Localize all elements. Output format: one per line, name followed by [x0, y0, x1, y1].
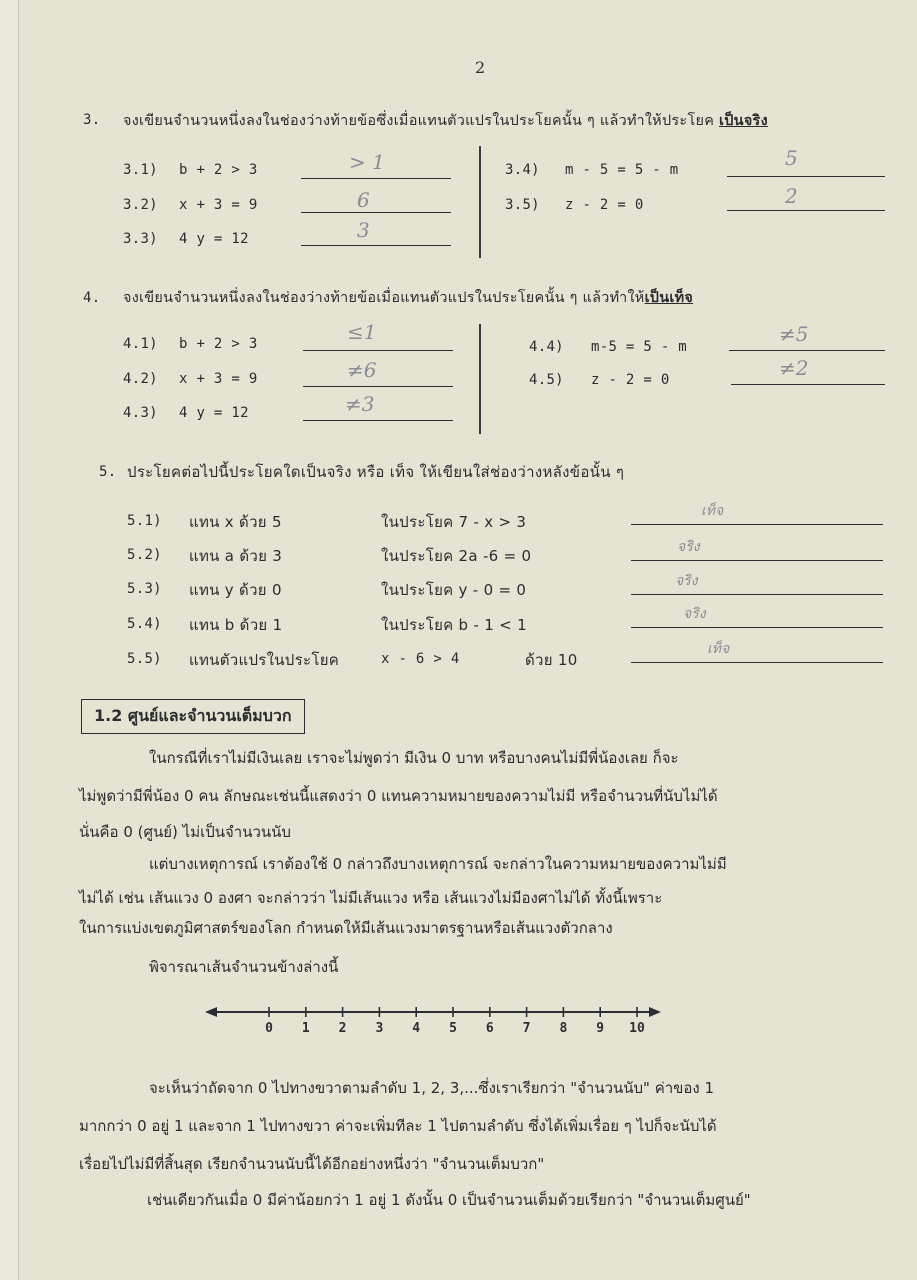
answer-line	[303, 420, 453, 421]
number-line-right-arrow	[649, 1007, 661, 1017]
answer-line	[301, 178, 451, 179]
q5-instruction: ประโยคต่อไปนี้ประโยคใดเป็นจริง หรือ เท็จ ให้เขียนใส่ช่องว่างหลังข้อนั้น ๆ	[127, 463, 625, 481]
handwritten-answer: 2	[785, 184, 798, 208]
q3-divider	[479, 146, 481, 258]
number-line-tick-label: 7	[522, 1021, 531, 1036]
q3-item-label: 3.3)	[123, 231, 158, 247]
paragraph-3: พิจารณาเส้นจำนวนข้างล่างนี้	[149, 958, 339, 976]
answer-line	[631, 662, 883, 663]
handwritten-answer: ≠3	[345, 392, 375, 416]
paragraph-4-line-3: เรื่อยไปไม่มีที่สิ้นสุด เรียกจำนวนนับนี้ได้อีกอย่างหนึ่งว่า "จำนวนเต็มบวก"	[79, 1155, 545, 1173]
q3-item-expr: b + 2 > 3	[179, 162, 258, 178]
number-line-left-arrow	[205, 1007, 217, 1017]
answer-line	[303, 386, 453, 387]
number-line-tick-label: 0	[265, 1021, 273, 1036]
page-number: 2	[475, 58, 486, 77]
number-line-tick-label: 8	[559, 1021, 568, 1036]
q4-emphasis: เป็นเท็จ	[644, 290, 694, 306]
answer-line	[631, 594, 883, 595]
q5-item-sentence: ในประโยค 2a -6 = 0	[381, 547, 532, 565]
handwritten-answer: > 1	[349, 150, 385, 174]
q4-item-label: 4.3)	[123, 405, 158, 421]
paragraph-4-line-2: มากกว่า 0 อยู่ 1 และจาก 1 ไปทางขวา ค่าจะเพิ่มทีละ 1 ไปตามลำดับ ซึ่งได้เพิ่มเรื่อย ๆ ไปก็จะนับได้	[79, 1117, 717, 1135]
paragraph-4-line-1: จะเห็นว่าถัดจาก 0 ไปทางขวาตามลำดับ 1, 2, 3,...ซึ่งเราเรียกว่า "จำนวนนับ" ค่าของ 1	[149, 1079, 715, 1097]
q5-item-label: 5.4)	[127, 616, 162, 632]
q5-item-sub: แทน a ด้วย 3	[189, 547, 283, 565]
paragraph-1-line-3: นั่นคือ 0 (ศูนย์) ไม่เป็นจำนวนนับ	[79, 823, 291, 841]
q3-item-expr: x + 3 = 9	[179, 197, 258, 213]
q5-item-sentence: x - 6 > 4	[381, 651, 460, 667]
q3-item-expr: z - 2 = 0	[565, 197, 644, 213]
number-line-tick-label: 10	[629, 1021, 645, 1036]
handwritten-answer: ≤1	[347, 320, 377, 344]
q3-emphasis: เป็นจริง	[719, 113, 768, 129]
answer-line	[631, 524, 883, 525]
answer-line	[729, 350, 885, 351]
number-line-tick-label: 9	[596, 1021, 605, 1036]
handwritten-answer: ≠6	[347, 358, 377, 382]
number-line-tick-label: 3	[375, 1021, 384, 1036]
paragraph-1-line-1: ในกรณีที่เราไม่มีเงินเลย เราจะไม่พูดว่า มีเงิน 0 บาท หรือบางคนไม่มีพี่น้องเลย ก็จะ	[149, 749, 679, 767]
q4-item-expr: z - 2 = 0	[591, 372, 670, 388]
handwritten-answer: เท็จ	[707, 641, 730, 657]
q3-item-label: 3.2)	[123, 197, 158, 213]
number-line-tick-label: 5	[449, 1021, 457, 1036]
handwritten-answer: ≠2	[779, 356, 809, 380]
answer-line	[731, 384, 885, 385]
q5-item-sub: แทนตัวแปรในประโยค	[189, 651, 340, 669]
q3-number: 3.	[83, 112, 101, 128]
answer-line	[727, 210, 885, 211]
paragraph-2-line-1: แต่บางเหตุการณ์ เราต้องใช้ 0 กล่าวถึงบางเหตุการณ์ จะกล่าวในความหมายของความไม่มี	[149, 855, 727, 873]
q5-item-label: 5.2)	[127, 547, 162, 563]
q5-item-extra: ด้วย 10	[525, 651, 578, 669]
number-line	[205, 1000, 665, 1040]
paragraph-2-line-2: ไม่ได้ เช่น เส้นแวง 0 องศา จะกล่าวว่า ไม่มีเส้นแวง หรือ เส้นแวงไม่มีองศาไม่ได้ ทั้งนี้เพราะ	[79, 889, 663, 907]
handwritten-answer: จริง	[683, 606, 706, 622]
q4-number: 4.	[83, 290, 101, 306]
answer-line	[631, 627, 883, 628]
q3-instruction: จงเขียนจำนวนหนึ่งลงในช่องว่างท้ายข้อซึ่งเมื่อแทนตัวแปรในประโยคนั้น ๆ แล้วทำให้ประโยค เป็นจริง	[123, 113, 768, 129]
number-line-tick-label: 1	[301, 1021, 310, 1036]
q4-item-expr: b + 2 > 3	[179, 336, 258, 352]
handwritten-answer: จริง	[675, 573, 698, 589]
q5-item-label: 5.5)	[127, 651, 162, 667]
q5-item-label: 5.3)	[127, 581, 162, 597]
handwritten-answer: จริง	[677, 539, 700, 555]
number-line-tick-label: 2	[338, 1021, 347, 1036]
q5-item-sub: แทน x ด้วย 5	[189, 513, 282, 531]
q5-item-sub: แทน b ด้วย 1	[189, 616, 283, 634]
q3-item-expr: 4 y = 12	[179, 231, 249, 247]
handwritten-answer: ≠5	[779, 322, 809, 346]
handwritten-answer: 6	[357, 188, 370, 212]
q4-item-label: 4.2)	[123, 371, 158, 387]
q4-item-expr: 4 y = 12	[179, 405, 249, 421]
q4-divider	[479, 324, 481, 434]
answer-line	[303, 350, 453, 351]
number-line-tick-label: 4	[412, 1021, 421, 1036]
q4-item-label: 4.1)	[123, 336, 158, 352]
q5-item-sentence: ในประโยค y - 0 = 0	[381, 581, 527, 599]
q4-item-label: 4.4)	[529, 339, 564, 355]
answer-line	[727, 176, 885, 177]
handwritten-answer: 3	[357, 218, 370, 242]
handwritten-answer: เท็จ	[701, 503, 724, 519]
q3-item-label: 3.1)	[123, 162, 158, 178]
answer-line	[301, 212, 451, 213]
q4-instruction: จงเขียนจำนวนหนึ่งลงในช่องว่างท้ายข้อเมื่อแทนตัวแปรในประโยคนั้น ๆ แล้วทำให้เป็นเท็จ	[123, 290, 694, 306]
number-line-tick-label: 6	[485, 1021, 494, 1036]
section-title: 1.2 ศูนย์และจำนวนเต็มบวก	[81, 699, 305, 734]
q5-item-sentence: ในประโยค 7 - x > 3	[381, 513, 527, 531]
answer-line	[631, 560, 883, 561]
paragraph-1-line-2: ไม่พูดว่ามีพี่น้อง 0 คน ลักษณะเช่นนี้แสดงว่า 0 แทนความหมายของความไม่มี หรือจำนวนที่นับไม่ได้	[79, 787, 718, 805]
handwritten-answer: 5	[785, 146, 798, 170]
q4-item-label: 4.5)	[529, 372, 564, 388]
q5-item-label: 5.1)	[127, 513, 162, 529]
q4-item-expr: x + 3 = 9	[179, 371, 258, 387]
answer-line	[301, 245, 451, 246]
paragraph-5: เช่นเดียวกันเมื่อ 0 มีค่าน้อยกว่า 1 อยู่ 1 ดังนั้น 0 เป็นจำนวนเต็มด้วยเรียกว่า "จำนวนเต็มศูนย์"	[147, 1191, 751, 1209]
q5-item-sub: แทน y ด้วย 0	[189, 581, 282, 599]
q5-item-sentence: ในประโยค b - 1 < 1	[381, 616, 527, 634]
document-page	[18, 0, 917, 1280]
q3-item-label: 3.5)	[505, 197, 540, 213]
paragraph-2-line-3: ในการแบ่งเขตภูมิศาสตร์ของโลก กำหนดให้มีเส้นแวงมาตรฐานหรือเส้นแวงตัวกลาง	[79, 919, 613, 937]
q3-item-label: 3.4)	[505, 162, 540, 178]
q5-number: 5.	[99, 464, 117, 480]
q4-item-expr: m-5 = 5 - m	[591, 339, 688, 355]
q3-item-expr: m - 5 = 5 - m	[565, 162, 679, 178]
